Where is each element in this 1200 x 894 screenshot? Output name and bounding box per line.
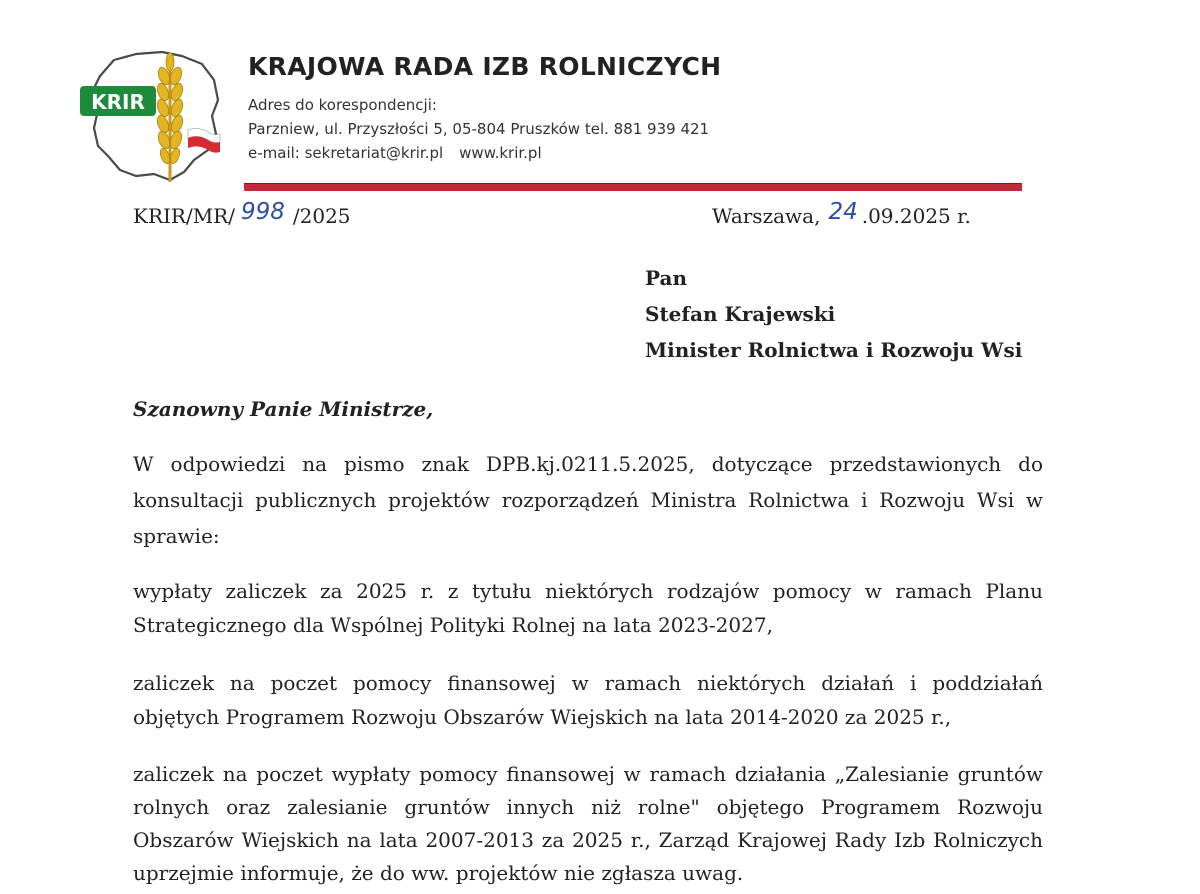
reference-suffix: /2025 (292, 204, 351, 228)
body-line: sprawie: (133, 524, 220, 548)
address-label: Adres do korespondencji: (248, 96, 437, 114)
handwritten-day: 24 (828, 199, 858, 225)
organization-name: KRAJOWA RADA IZB ROLNICZYCH (248, 52, 722, 81)
body-line: Obszarów Wiejskich na lata 2007-2013 za 2025 r., Zarząd Krajowej Rady Izb Rolniczych (133, 828, 1043, 852)
body-line: wypłaty zaliczek za 2025 r. z tytułu niektórych rodzajów pomocy w ramach Planu (133, 579, 1043, 603)
body-line: Strategicznego dla Wspólnej Polityki Rolnej na lata 2023-2027, (133, 613, 773, 637)
krir-logo (74, 42, 234, 190)
city: Warszawa, (712, 204, 821, 228)
body-line: W odpowiedzi na pismo znak DPB.kj.0211.5.2025, dotyczące przedstawionych do (133, 452, 1043, 476)
contact-line (248, 144, 542, 162)
addressee-position: Minister Rolnictwa i Rozwoju Wsi (645, 338, 1023, 362)
date-rest: .09.2025 r. (861, 204, 971, 228)
letter-date (712, 199, 971, 229)
body-line: rolnych oraz zalesianie gruntów innych niż rolne" objętego Programem Rozwoju (133, 795, 1043, 819)
salutation: Szanowny Panie Ministrze, (133, 397, 434, 421)
addressee-title: Pan (645, 266, 688, 290)
addressee-name: Stefan Krajewski (645, 302, 836, 326)
reference-number (133, 199, 351, 229)
body-line: konsultacji publicznych projektów rozporządzeń Ministra Rolnictwa i Rozwoju Wsi w (133, 488, 1043, 512)
website-link[interactable]: www.krir.pl (459, 144, 542, 162)
reference-prefix: KRIR/MR/ (133, 204, 235, 228)
body-line: zaliczek na poczet pomocy finansowej w ramach niektórych działań i poddziałań (133, 671, 1043, 695)
body-line: objętych Programem Rozwoju Obszarów Wiejskich na lata 2014-2020 za 2025 r., (133, 705, 952, 729)
handwritten-number: 998 (240, 199, 285, 225)
poland-map-wheat-icon (74, 42, 234, 190)
body-line: zaliczek na poczet wypłaty pomocy finansowej w ramach działania „Zalesianie gruntów (133, 762, 1043, 786)
logo-text: KRIR (91, 90, 145, 114)
postal-address: Parzniew, ul. Przyszłości 5, 05-804 Pruszków tel. 881 939 421 (248, 120, 710, 138)
letterhead-divider (244, 183, 1022, 191)
email-link[interactable]: e-mail: sekretariat@krir.pl (248, 144, 444, 162)
body-line: uprzejmie informuje, że do ww. projektów nie zgłasza uwag. (133, 861, 744, 885)
